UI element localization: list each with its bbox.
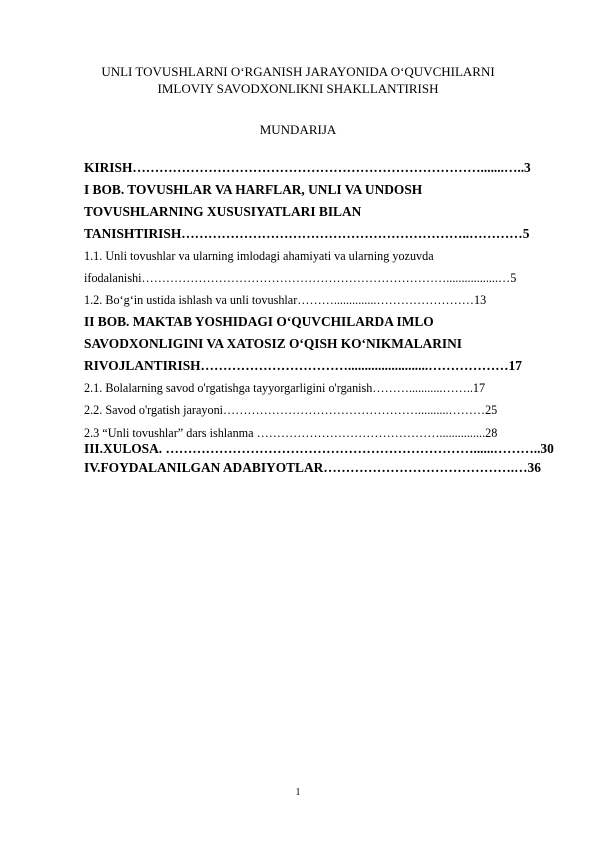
toc-entry-chapter-2-line-3: RIVOJLANTIRISH……………………………........................………………17 [84,358,522,373]
toc-entry-section-1-2: 1.2. Bo‘g‘in ustida ishlash va unli tovushlar………..............……………………13 [84,293,487,307]
toc-entry-chapter-2-line-1: II BOB. MAKTAB YOSHIDAGI O‘QUVCHILARDA IMLO [84,314,434,329]
toc-entry-xulosa: III.XULOSA. ……………………………………………………………......………..30 [84,441,554,456]
toc-entry-section-1-1-line-1: 1.1. Unli tovushlar va ularning imlodagi ahamiyati va ularning yozuvda [84,249,434,263]
toc-entry-section-2-3: 2.3 “Unli tovushlar” dars ishlanma ………………………………………...............28 [84,427,498,440]
toc-entry-chapter-1-line-1: I BOB. TOVUSHLAR VA HARFLAR, UNLI VA UNDOSH [84,182,423,197]
toc-entry-chapter-1-line-2: TOVUSHLARNING XUSUSIYATLARI BILAN [84,204,362,219]
toc-entry-kirish: KIRISH…………………………………………………………………….......…..3 [84,160,531,175]
toc-entry-section-2-1: 2.1. Bolalarning savod o'rgatishga tayyorgarligini o'rganish………...........……..17 [84,381,486,395]
toc-heading: MUNDARIJA [259,122,337,137]
toc-entry-section-2-2: 2.2. Savod o'rgatish jarayoni…………………………………………..........………25 [84,403,498,417]
page-number: 1 [295,787,301,798]
document-title [80,63,516,97]
toc-entry-adabiyotlar: IV.FOYDALANILGAN ADABIYOTLAR…………………………………….…36 [84,460,541,475]
toc-entry-chapter-2-line-2: SAVODXONLIGINI VA XATOSIZ O‘QISH KO‘NIKMALARINI [84,336,462,351]
title-line-2: IMLOVIY SAVODXONLIKNI SHAKLLANTIRISH [157,81,439,96]
title-line-1: UNLI TOVUSHLARNI O‘RGANISH JARAYONIDA O‘QUVCHILARNI [101,64,495,79]
table-of-contents [84,157,554,479]
toc-entry-chapter-1-line-3: TANISHTIRISH………………………………………………………..…………5 [84,226,530,241]
toc-entry-section-1-1-line-2: ifodalanishi………………………………………………………………….................…5 [84,271,517,285]
